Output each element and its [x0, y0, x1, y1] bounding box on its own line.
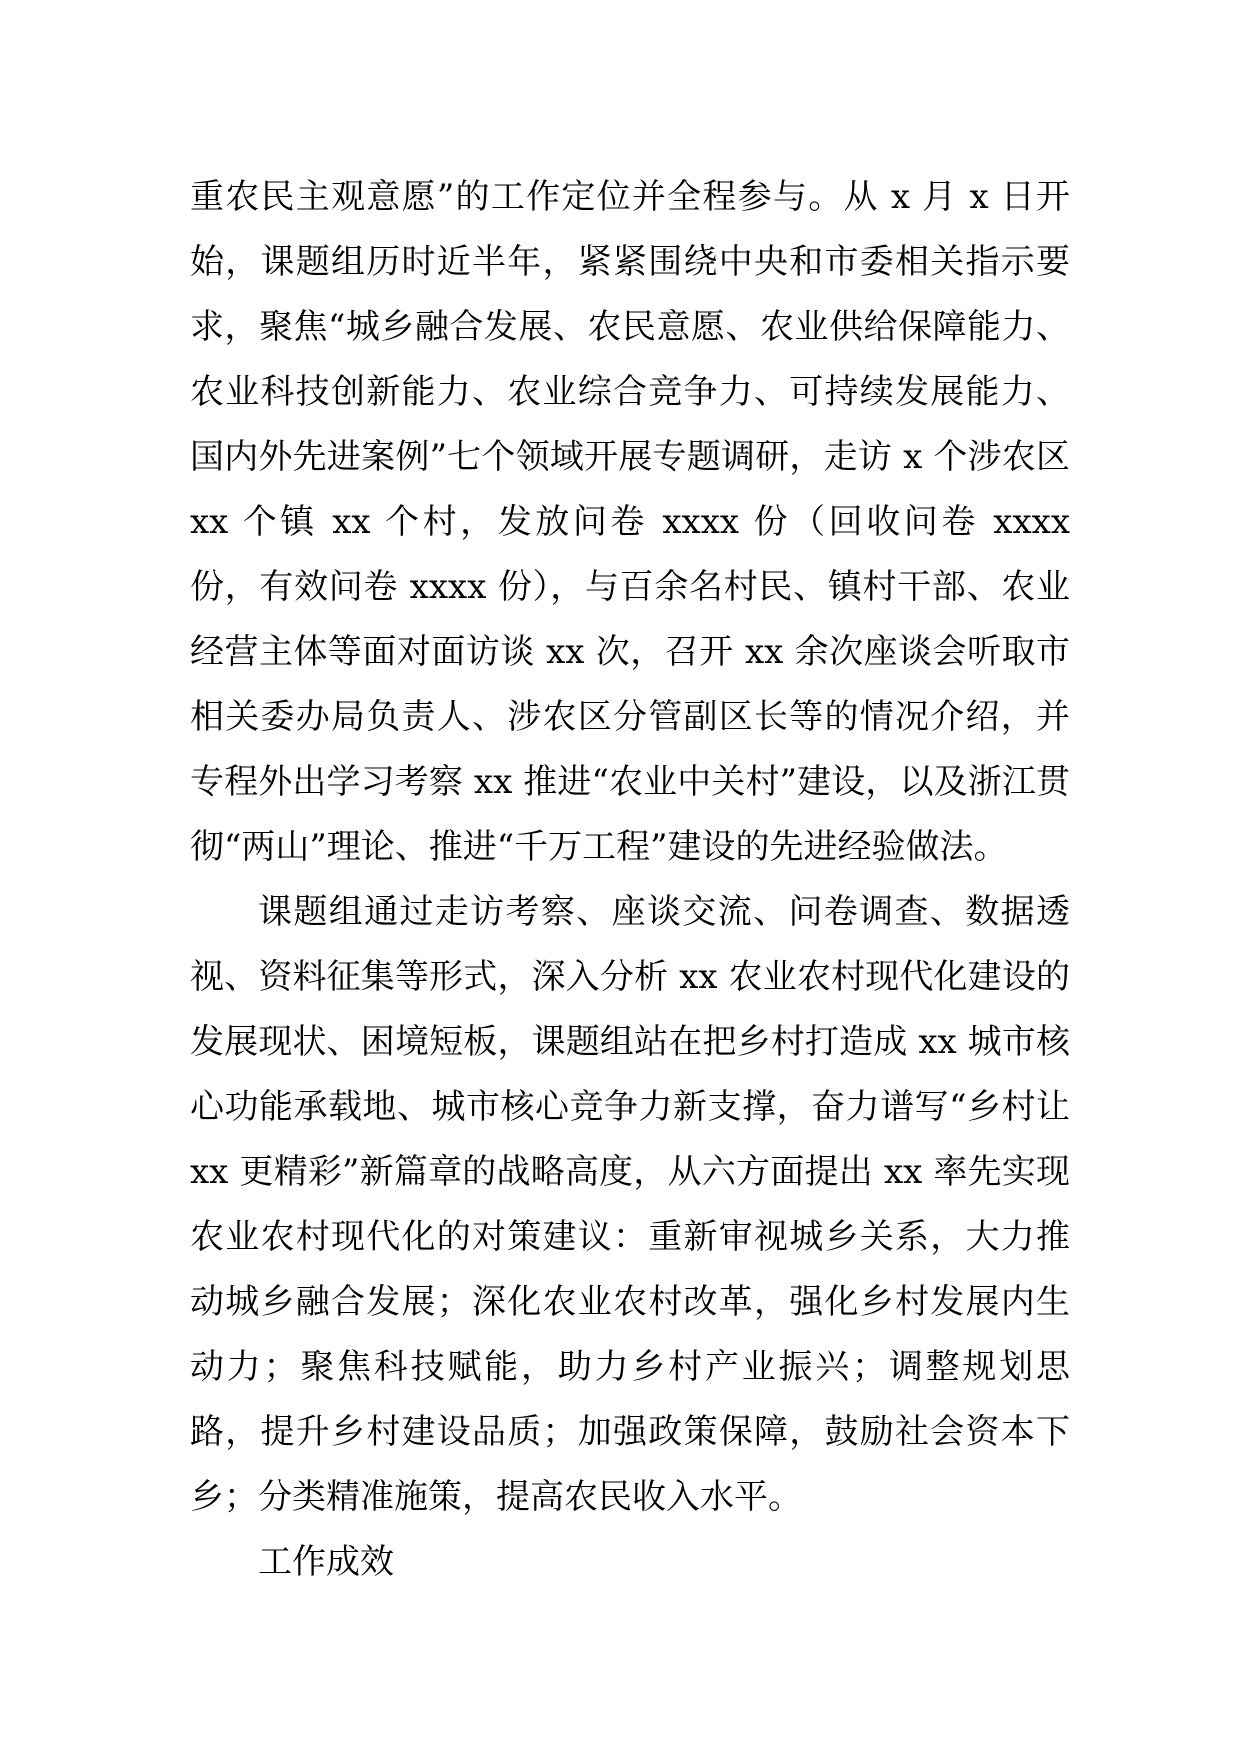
paragraph-continuation: 重农民主观意愿”的工作定位并全程参与。从 x 月 x 日开始，课题组历时近半年，紧紧围绕中央和市委相关指示要求，聚焦“城乡融合发展、农民意愿、农业供给保障能力、农业科技创新能力、农业综合竞争力、可持续发展能力、国内外先进案例”七个领域开展专题调研，走访 x 个涉农区 xx 个镇 xx 个村，发放问卷 xxxx 份（回收问卷 xxxx 份，有效问卷 xxxx 份），与百余名村民、镇村干部、农业经营主体等面对面访谈 xx 次，召开 xx 余次座谈会听取市相关委办局负责人、涉农区分管副区长等的情况介绍，并专程外出学习考察 xx 推进“农业中关村”建设，以及浙江贯彻“两山”理论、推进“千万工程”建设的先进经验做法。: [190, 177, 1070, 867]
section-heading-results: 工作成效: [258, 1542, 394, 1582]
paragraph-recommendations: 课题组通过走访考察、座谈交流、问卷调查、数据透视、资料征集等形式，深入分析 xx 农业农村现代化建设的发展现状、困境短板，课题组站在把乡村打造成 xx 城市核心功能承载地、城市核心竞争力新支撑，奋力谱写“乡村让 xx 更精彩”新篇章的战略高度，从六方面提出 xx 率先实现农业农村现代化的对策建议：重新审视城乡关系，大力推动城乡融合发展；深化农业农村改革，强化乡村发展内生动力；聚焦科技赋能，助力乡村产业振兴；调整规划思路，提升乡村建设品质；加强政策保障，鼓励社会资本下乡；分类精准施策，提高农民收入水平。: [190, 892, 1070, 1517]
document-body: [190, 165, 1070, 1595]
